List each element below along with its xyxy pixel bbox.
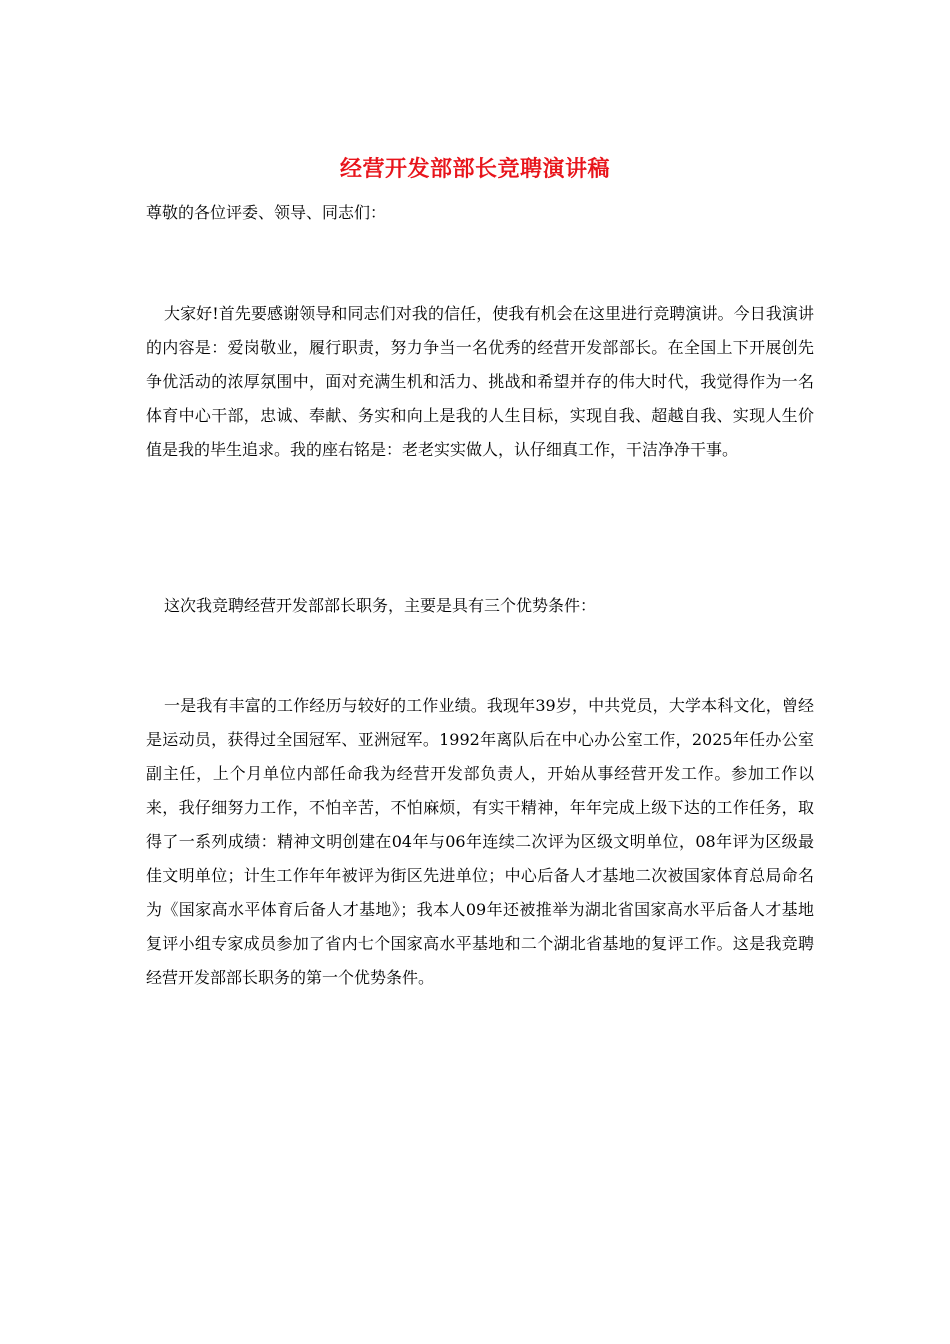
paragraph-2: 这次我竞聘经营开发部部长职务，主要是具有三个优势条件： — [164, 596, 597, 615]
document-title: 经营开发部部长竞聘演讲稿 — [339, 156, 610, 182]
paragraph-1: 大家好!首先要感谢领导和同志们对我的信任，使我有机会在这里进行竞聘演讲。今日我演讲的内容是：爱岗敬业，履行职责，努力争当一名优秀的经营开发部部长。在全国上下开展创先争优活动的浓厚氛围中，面对充满生机和活力、挑战和希望并存的伟大时代，我觉得作为一名体育中心干部，忠诚、奉献、务实和向上是我的人生目标，实现自我、超越自我、实现人生价值是我的毕生追求。我的座右铭是：老老实实做人，认仔细真工作，干洁净净干事。 — [146, 304, 814, 459]
paragraph-3: 一是我有丰富的工作经历与较好的工作业绩。我现年39岁，中共党员，大学本科文化，曾经是运动员，获得过全国冠军、亚洲冠军。1992年离队后在中心办公室工作，2025年任办公室副主任，上个月单位内部任命我为经营开发部负责人，开始从事经营开发工作。参加工作以来，我仔细努力工作，不怕辛苦，不怕麻烦，有实干精神，年年完成上级下达的工作任务，取得了一系列成绩：精神文明创建在04年与06年连续二次评为区级文明单位，08年评为区级最佳文明单位；计生工作年年被评为街区先进单位；中心后备人才基地二次被国家体育总局命名为《国家高水平体育后备人才基地》；我本人09年还被推举为湖北省国家高水平后备人才基地复评小组专家成员参加了省内七个国家高水平基地和二个湖北省基地的复评工作。这是我竞聘经营开发部部长职务的第一个优势条件。 — [146, 696, 814, 987]
salutation: 尊敬的各位评委、领导、同志们： — [146, 203, 387, 222]
